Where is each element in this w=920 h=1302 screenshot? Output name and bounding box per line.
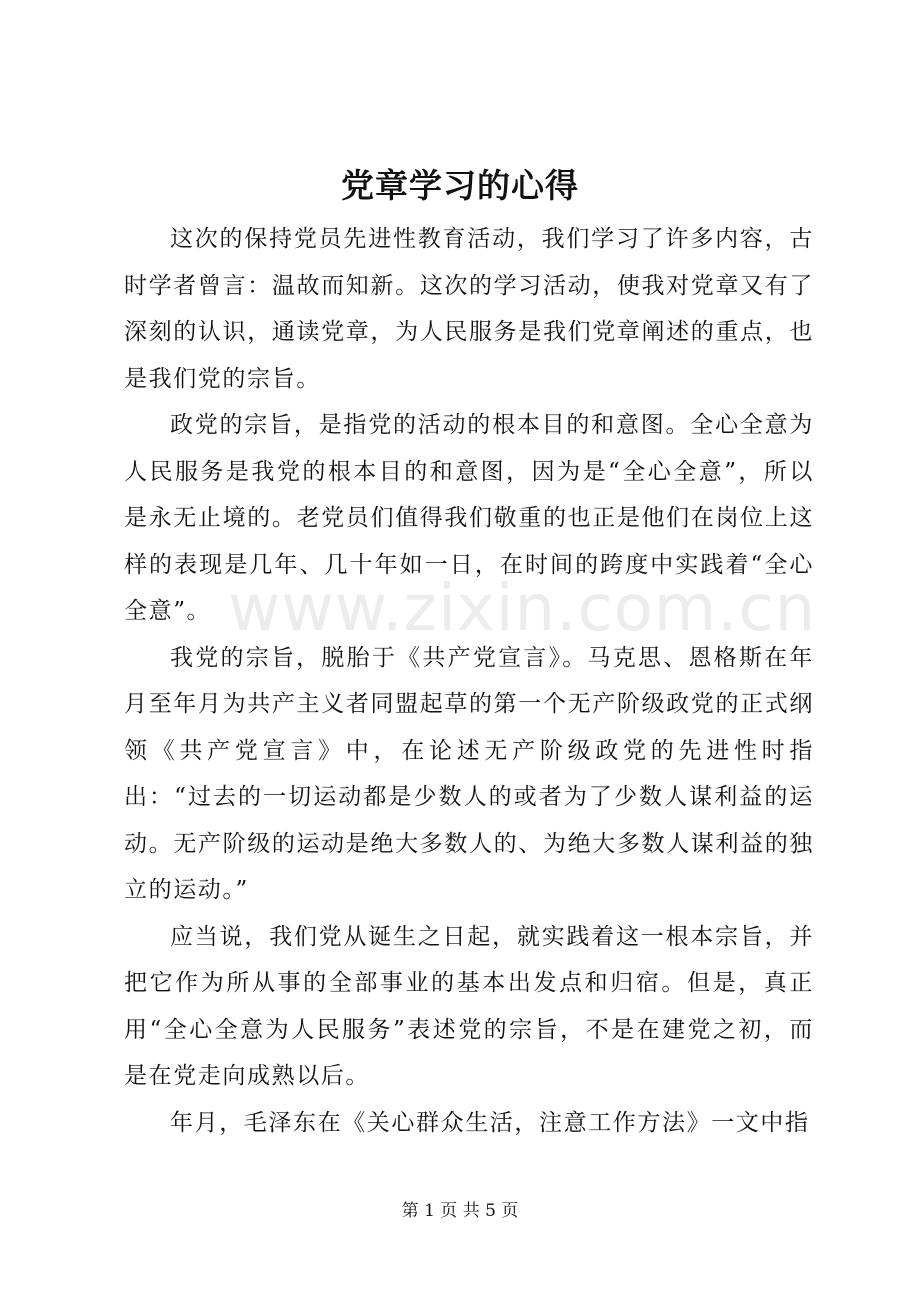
- watermark: www.zixin.com.cn: [228, 572, 817, 646]
- document-title: 党章学习的心得: [341, 166, 579, 205]
- paragraph: 这次的保持党员先进性教育活动，我们学习了许多内容，古时学者曾言：温故而知新。这次的学习活动，使我对党章又有了深刻的认识，通读党章，为人民服务是我们党章阐述的重点，也是我们党的宗旨。: [124, 226, 814, 392]
- paragraph: 政党的宗旨，是指党的活动的根本目的和意图。全心全意为人民服务是我党的根本目的和意图，因为是“全心全意”，所以是永无止境的。老党员们值得我们敬重的也正是他们在岗位上这样的表现是几年、几十年如一日，在时间的跨度中实践着“全心全意”。: [124, 412, 814, 624]
- paragraph: 年月，毛泽东在《关心群众生活，注意工作方法》一文中指: [170, 1109, 810, 1136]
- paragraph: 应当说，我们党从诞生之日起，就实践着这一根本宗旨，并把它作为所从事的全部事业的基本出发点和归宿。但是，真正用“全心全意为人民服务”表述党的宗旨，不是在建党之初，而是在党走向成熟以后。: [124, 923, 814, 1089]
- paragraph: 我党的宗旨，脱胎于《共产党宣言》。马克思、恩格斯在年月至年月为共产主义者同盟起草的第一个无产阶级政党的正式纲领《共产党宣言》中，在论述无产阶级政党的先进性时指出：“过去的一切运动都是少数人的或者为了少数人谋利益的运动。无产阶级的运动是绝大多数人的、为绝大多数人谋利益的独立的运动。”: [124, 644, 814, 903]
- document-body: [124, 216, 817, 1146]
- page-footer: 第 1 页 共 5 页: [401, 1201, 519, 1221]
